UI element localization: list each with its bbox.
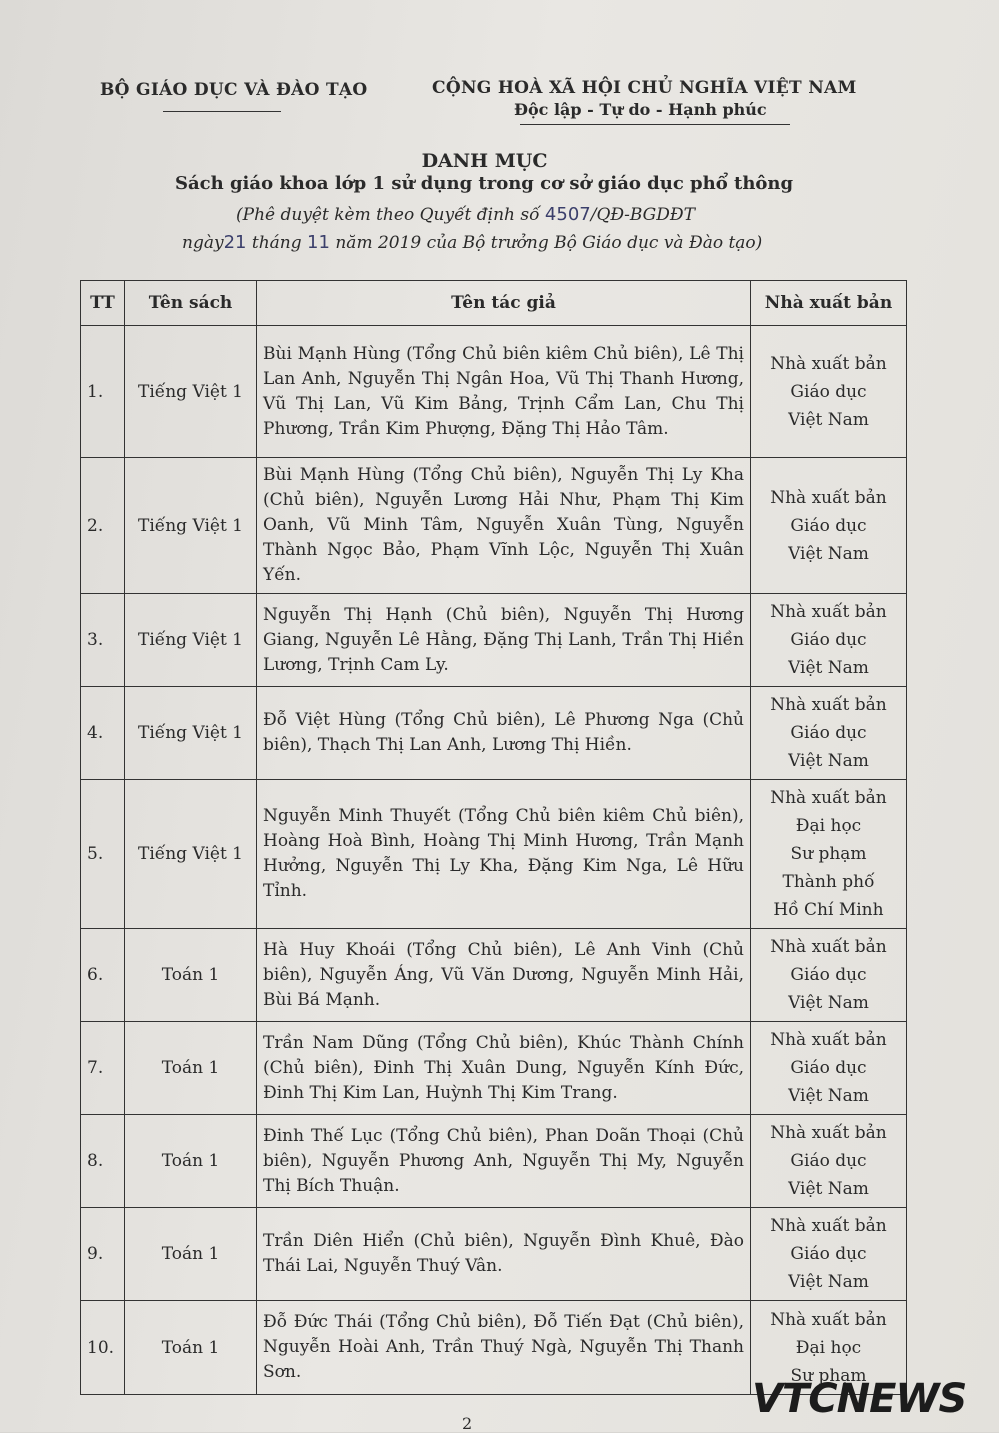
table-row (81, 929, 907, 1022)
table-header-row (81, 281, 907, 326)
publisher-line: Nhà xuất bản (770, 1309, 887, 1330)
date-prefix: ngày (182, 233, 224, 253)
date-suffix: năm 2019 của Bộ trưởng Bộ Giáo dục và Đào tạo) (335, 233, 763, 253)
publisher-line: Việt Nam (788, 751, 869, 771)
publisher-line: Nhà xuất bản (770, 695, 887, 715)
publisher-line: Thành phố (782, 872, 875, 892)
publisher-line: Hồ Chí Minh (773, 900, 884, 920)
publisher-line: Giáo dục (790, 1058, 867, 1078)
publisher-line: Sư phạm (790, 844, 867, 864)
publisher-line: Nhà xuất bản (770, 1030, 887, 1050)
book-title: Toán 1 (125, 1115, 257, 1208)
publisher (751, 326, 907, 458)
publisher-line: Nhà xuất bản (770, 1216, 887, 1236)
publisher-line: Việt Nam (788, 1272, 869, 1292)
publisher-line: Việt Nam (788, 543, 869, 564)
national-motto: Độc lập - Tự do - Hạnh phúc (514, 100, 767, 119)
book-title: Toán 1 (125, 1022, 257, 1115)
publisher-line: Giáo dục (790, 515, 867, 536)
authors: Nguyễn Thị Hạnh (Chủ biên), Nguyễn Thị Hương Giang, Nguyễn Lê Hằng, Đặng Thị Lanh, Trần Thị Hiền Lương, Trịnh Cam Ly. (257, 594, 751, 687)
publisher (751, 458, 907, 594)
row-number: 1. (81, 326, 125, 458)
publisher (751, 929, 907, 1022)
logo-news-text: NEWS (836, 1376, 967, 1422)
vtc-news-logo (752, 1376, 966, 1422)
book-title: Tiếng Việt 1 (125, 687, 257, 780)
row-number: 8. (81, 1115, 125, 1208)
publisher-line: Giáo dục (790, 381, 867, 402)
authors: Bùi Mạnh Hùng (Tổng Chủ biên), Nguyễn Thị Ly Kha (Chủ biên), Nguyễn Lương Hải Như, Phạm Thị Kim Oanh, Vũ Minh Tâm, Nguyễn Xuân Tùng, Nguyễn Thành Ngọc Bảo, Phạm Vĩnh Lộc, Nguyễn Thị Xuân Yến. (257, 458, 751, 594)
table-row (81, 458, 907, 594)
table-body (81, 326, 907, 1395)
row-number: 5. (81, 780, 125, 929)
textbook-table (80, 280, 907, 1395)
publisher (751, 1022, 907, 1115)
decision-number: 4507 (544, 204, 591, 225)
table-row (81, 1208, 907, 1301)
decision-month: 11 (307, 232, 330, 253)
publisher-line: Đại học (795, 816, 862, 836)
authors: Đinh Thế Lục (Tổng Chủ biên), Phan Doãn Thoại (Chủ biên), Nguyễn Phương Anh, Nguyễn Thị My, Nguyễn Thị Bích Thuận. (257, 1115, 751, 1208)
publisher-line: Việt Nam (788, 993, 869, 1013)
row-number: 3. (81, 594, 125, 687)
publisher-line: Giáo dục (790, 630, 867, 650)
publisher-line: Đại học (795, 1337, 862, 1358)
header-publisher: Nhà xuất bản (751, 281, 907, 326)
date-line (182, 232, 762, 253)
page-number: 2 (462, 1414, 473, 1433)
authors: Nguyễn Minh Thuyết (Tổng Chủ biên kiêm Chủ biên), Hoàng Hoà Bình, Hoàng Thị Minh Hương, Trần Mạnh Hưởng, Nguyễn Thị Ly Kha, Đặng Kim Nga, Lê Hữu Tỉnh. (257, 780, 751, 929)
book-title: Toán 1 (125, 1301, 257, 1395)
table-row (81, 1115, 907, 1208)
ministry-name: BỘ GIÁO DỤC VÀ ĐÀO TẠO (100, 80, 368, 100)
book-title: Tiếng Việt 1 (125, 594, 257, 687)
row-number: 10. (81, 1301, 125, 1395)
publisher-line: Nhà xuất bản (770, 937, 887, 957)
authors: Trần Diên Hiển (Chủ biên), Nguyễn Đình Khuê, Đào Thái Lai, Nguyễn Thuý Vân. (257, 1208, 751, 1301)
publisher (751, 687, 907, 780)
motto-underline (520, 124, 790, 125)
publisher-line: Nhà xuất bản (770, 487, 887, 508)
publisher-line: Giáo dục (790, 723, 867, 743)
authors: Trần Nam Dũng (Tổng Chủ biên), Khúc Thành Chính (Chủ biên), Đinh Thị Xuân Dung, Nguyễn Kính Đức, Đinh Thị Kim Lan, Huỳnh Thị Kim Trang. (257, 1022, 751, 1115)
row-number: 2. (81, 458, 125, 594)
approval-suffix: /QĐ-BGDĐT (590, 205, 695, 225)
table-row (81, 594, 907, 687)
publisher-line: Giáo dục (790, 965, 867, 985)
row-number: 7. (81, 1022, 125, 1115)
publisher (751, 780, 907, 929)
header-book: Tên sách (125, 281, 257, 326)
book-title: Tiếng Việt 1 (125, 458, 257, 594)
publisher-line: Việt Nam (788, 658, 869, 678)
row-number: 9. (81, 1208, 125, 1301)
table-row (81, 687, 907, 780)
document-subtitle: Sách giáo khoa lớp 1 sử dụng trong cơ sở giáo dục phổ thông (175, 173, 794, 194)
table-row (81, 1022, 907, 1115)
publisher-line: Sư phạm (790, 1365, 867, 1386)
publisher-line: Nhà xuất bản (770, 602, 887, 622)
document-title-text: DANH MỤC (421, 150, 548, 172)
publisher-line: Việt Nam (788, 409, 869, 430)
approval-prefix: (Phê duyệt kèm theo Quyết định số (236, 205, 540, 225)
book-title: Tiếng Việt 1 (125, 326, 257, 458)
publisher-line: Nhà xuất bản (770, 1123, 887, 1143)
table-row (81, 780, 907, 929)
authors: Hà Huy Khoái (Tổng Chủ biên), Lê Anh Vinh (Chủ biên), Nguyễn Áng, Vũ Văn Dương, Nguyễn Minh Hải, Bùi Bá Mạnh. (257, 929, 751, 1022)
authors: Bùi Mạnh Hùng (Tổng Chủ biên kiêm Chủ biên), Lê Thị Lan Anh, Nguyễn Thị Ngân Hoa, Vũ Thị Thanh Hương, Vũ Thị Lan, Vũ Kim Bảng, Trịnh Cẩm Lan, Chu Thị Phương, Trần Kim Phượng, Đặng Thị Hảo Tâm. (257, 326, 751, 458)
publisher-line: Việt Nam (788, 1179, 869, 1199)
book-title: Toán 1 (125, 1208, 257, 1301)
book-title: Tiếng Việt 1 (125, 780, 257, 929)
ministry-underline (163, 111, 281, 112)
publisher-line: Giáo dục (790, 1151, 867, 1171)
row-number: 6. (81, 929, 125, 1022)
publisher (751, 1208, 907, 1301)
header-authors: Tên tác giả (257, 281, 751, 326)
publisher-line: Việt Nam (788, 1086, 869, 1106)
header-tt: TT (81, 281, 125, 326)
publisher-line: Giáo dục (790, 1244, 867, 1264)
document-title (0, 150, 999, 172)
publisher (751, 594, 907, 687)
authors: Đỗ Việt Hùng (Tổng Chủ biên), Lê Phương Nga (Chủ biên), Thạch Thị Lan Anh, Lương Thị Hiền. (257, 687, 751, 780)
book-title: Toán 1 (125, 929, 257, 1022)
decision-day: 21 (223, 232, 247, 253)
table-row (81, 326, 907, 458)
publisher (751, 1115, 907, 1208)
approval-line (236, 204, 695, 225)
publisher-line: Nhà xuất bản (770, 353, 887, 374)
authors: Đỗ Đức Thái (Tổng Chủ biên), Đỗ Tiến Đạt (Chủ biên), Nguyễn Hoài Anh, Trần Thuý Ngà, Nguyễn Thị Thanh Sơn. (257, 1301, 751, 1395)
publisher-line: Nhà xuất bản (770, 788, 887, 808)
nation-name: CỘNG HOÀ XÃ HỘI CHỦ NGHĨA VIỆT NAM (432, 78, 857, 98)
row-number: 4. (81, 687, 125, 780)
logo-vtc-text: VTC (752, 1376, 837, 1422)
month-label: tháng (251, 233, 302, 253)
